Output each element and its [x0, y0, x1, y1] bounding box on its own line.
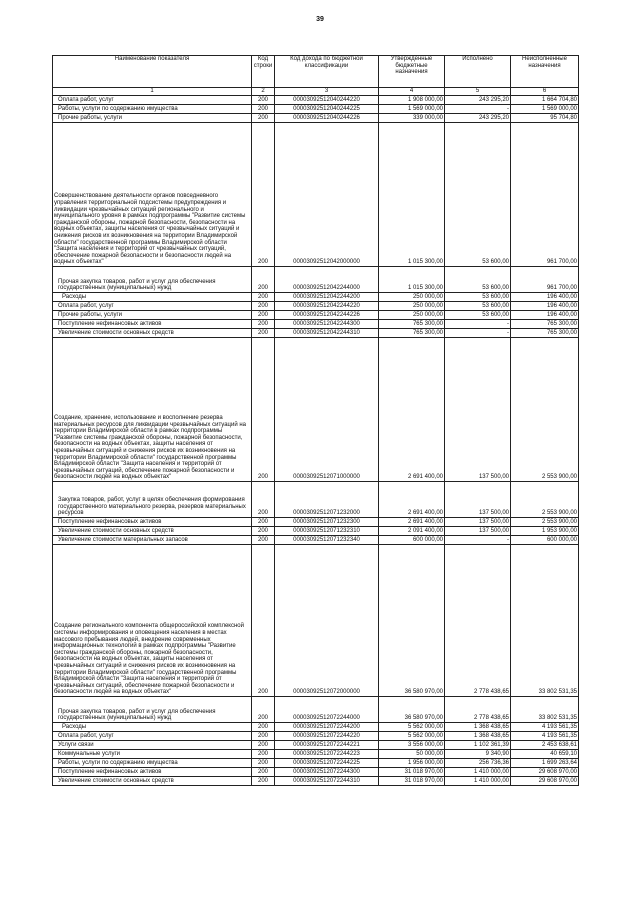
row-executed: -: [445, 105, 511, 114]
row-executed: 53 600,00: [445, 293, 511, 302]
row-name: Создание, хранение, использование и восполнение резерва материальных ресурсов для ликвидации чрезвычайных ситуаций на территории Владимирской области в рамках подпрограммы "Развитие системы гражданской обороны, пожарной безопасности, безопасности на водных объектах, защиты населения от чрезвычайных ситуаций и снижения рисков их возникновения на территории Владимирской области" государственной программы Владимирской области "Защита населения и территорий от чрезвычайных ситуаций, обеспечение пожарной безопасности и безопасности людей на водных объектах": [53, 338, 252, 482]
header-approved: Утвержденные бюджетные назначения: [379, 56, 445, 88]
row-income-code: 00003092512042244200: [275, 293, 379, 302]
row-line-code: 200: [252, 105, 275, 114]
row-name: Оплата работ, услуг: [53, 732, 252, 741]
row-income-code: 00003092512072244221: [275, 741, 379, 750]
row-name: Расходы: [53, 723, 252, 732]
header-indicator-name: Наименование показателя: [53, 56, 252, 88]
column-number: 5: [445, 88, 511, 96]
row-line-code: 200: [252, 723, 275, 732]
row-remaining: 33 802 531,35: [511, 697, 579, 723]
table-row: [53, 267, 579, 293]
row-executed: 53 600,00: [445, 267, 511, 293]
row-income-code: 00003092512071232300: [275, 518, 379, 527]
row-name: Поступление нефинансовых активов: [53, 768, 252, 777]
row-executed: 53 600,00: [445, 311, 511, 320]
table-row: [53, 545, 579, 697]
row-executed: 1 410 000,00: [445, 777, 511, 786]
row-approved: 5 562 000,00: [379, 732, 445, 741]
row-name: Поступление нефинансовых активов: [53, 518, 252, 527]
row-remaining: 4 193 561,35: [511, 732, 579, 741]
row-name: Прочая закупка товаров, работ и услуг для обеспечения государственных (муниципальных) нужд: [53, 267, 252, 293]
row-remaining: 33 802 531,35: [511, 545, 579, 697]
row-remaining: 961 700,00: [511, 123, 579, 267]
row-name: Создание регионального компонента общероссийской комплексной системы информирования и оповещения населения в местах массового пребывания людей, внедрение современных информационных технологий в рамках подпрограммы "Развитие системы гражданской обороны, пожарной безопасности, безопасности на водных объектах, защиты населения от чрезвычайных ситуаций и снижения рисков их возникновения на территории Владимирской области" государственной программы Владимирской области "Защита населения и территорий от чрезвычайных ситуаций, обеспечение пожарной безопасности и безопасности людей на водных объектах": [53, 545, 252, 697]
column-number-row: [53, 88, 579, 96]
row-income-code: 00003092512071000000: [275, 338, 379, 482]
row-remaining: 1 699 263,64: [511, 759, 579, 768]
row-name: Работы, услуги по содержанию имущества: [53, 105, 252, 114]
table-row: [53, 96, 579, 105]
row-remaining: 1 953 900,00: [511, 527, 579, 536]
row-line-code: 200: [252, 697, 275, 723]
row-line-code: 200: [252, 320, 275, 329]
row-remaining: 196 400,00: [511, 311, 579, 320]
row-executed: 137 500,00: [445, 338, 511, 482]
column-number: 3: [275, 88, 379, 96]
table-row: [53, 723, 579, 732]
table-row: [53, 759, 579, 768]
column-number: 6: [511, 88, 579, 96]
row-name: Оплата работ, услуг: [53, 96, 252, 105]
row-name: Увеличение стоимости материальных запасов: [53, 536, 252, 545]
row-approved: 1 908 000,00: [379, 96, 445, 105]
row-approved: 250 000,00: [379, 302, 445, 311]
row-approved: 1 015 300,00: [379, 123, 445, 267]
row-line-code: 200: [252, 518, 275, 527]
row-income-code: 00003092512071232340: [275, 536, 379, 545]
row-executed: -: [445, 329, 511, 338]
row-name: Оплата работ, услуг: [53, 302, 252, 311]
row-name: Расходы: [53, 293, 252, 302]
row-name: Увеличение стоимости основных средств: [53, 777, 252, 786]
column-number: 1: [53, 88, 252, 96]
row-approved: 36 580 970,00: [379, 697, 445, 723]
table-row: [53, 741, 579, 750]
row-name: Совершенствование деятельности органов повседневного управления территориальной подсистемы предупреждения и ликвидации чрезвычайных ситуаций регионального и муниципального уровня в рамках подпрограммы "Развитие системы гражданской обороны, пожарной безопасности, безопасности на водных объектах, защиты населения от чрезвычайных ситуаций и снижения рисков их возникновения на территории Владимирской области" государственной программы Владимирской области "Защита населения и территорий от чрезвычайных ситуаций, обеспечение пожарной безопасности и безопасности людей на водных объектах": [53, 123, 252, 267]
row-income-code: 00003092512072244000: [275, 697, 379, 723]
row-line-code: 200: [252, 293, 275, 302]
table-row: [53, 777, 579, 786]
row-approved: 36 580 970,00: [379, 545, 445, 697]
row-approved: 50 000,00: [379, 750, 445, 759]
row-name: Увеличение стоимости основных средств: [53, 527, 252, 536]
table-row: [53, 123, 579, 267]
table-row: [53, 114, 579, 123]
row-approved: 1 569 000,00: [379, 105, 445, 114]
row-name: Прочие работы, услуги: [53, 114, 252, 123]
table-row: [53, 302, 579, 311]
header-line-code: Код строки: [252, 56, 275, 88]
table-row: [53, 536, 579, 545]
row-name: Работы, услуги по содержанию имущества: [53, 759, 252, 768]
page-number: 39: [316, 16, 324, 23]
table-row: [53, 518, 579, 527]
row-remaining: 2 553 900,00: [511, 482, 579, 518]
row-name: Закупка товаров, работ, услуг в целях обеспечения формирования государственного материального резерва, резервов материальных ресурсов: [53, 482, 252, 518]
row-approved: 1 015 300,00: [379, 267, 445, 293]
row-income-code: 00003092512071232310: [275, 527, 379, 536]
row-executed: 53 600,00: [445, 302, 511, 311]
row-line-code: 200: [252, 768, 275, 777]
row-income-code: 00003092512040244226: [275, 114, 379, 123]
row-remaining: 40 659,10: [511, 750, 579, 759]
row-line-code: 200: [252, 527, 275, 536]
table-row: [53, 527, 579, 536]
header-income-code: Код дохода по бюджетной классификации: [275, 56, 379, 88]
row-approved: 2 691 400,00: [379, 482, 445, 518]
row-executed: 53 600,00: [445, 123, 511, 267]
row-remaining: 95 704,80: [511, 114, 579, 123]
row-remaining: 4 193 561,35: [511, 723, 579, 732]
row-line-code: 200: [252, 96, 275, 105]
row-approved: 31 018 970,00: [379, 777, 445, 786]
table-row: [53, 311, 579, 320]
row-line-code: 200: [252, 267, 275, 293]
column-number: 4: [379, 88, 445, 96]
table-row: [53, 329, 579, 338]
row-income-code: 00003092512042244226: [275, 311, 379, 320]
table-row: [53, 732, 579, 741]
row-income-code: 00003092512071232000: [275, 482, 379, 518]
row-approved: 2 691 400,00: [379, 338, 445, 482]
row-line-code: 200: [252, 329, 275, 338]
table-header-row: [53, 56, 579, 88]
row-executed: 137 500,00: [445, 482, 511, 518]
row-executed: 256 736,36: [445, 759, 511, 768]
row-remaining: 2 553 900,00: [511, 338, 579, 482]
table-row: [53, 697, 579, 723]
row-executed: 2 778 438,65: [445, 545, 511, 697]
row-name: Услуги связи: [53, 741, 252, 750]
row-line-code: 200: [252, 123, 275, 267]
row-executed: 1 102 361,39: [445, 741, 511, 750]
row-income-code: 00003092512072244223: [275, 750, 379, 759]
table-row: [53, 320, 579, 329]
row-income-code: 00003092512072244225: [275, 759, 379, 768]
row-remaining: 600 000,00: [511, 536, 579, 545]
row-name: Прочие работы, услуги: [53, 311, 252, 320]
row-income-code: 00003092512072244220: [275, 732, 379, 741]
row-approved: 250 000,00: [379, 311, 445, 320]
row-approved: 31 018 970,00: [379, 768, 445, 777]
table-row: [53, 768, 579, 777]
row-income-code: 00003092512040244220: [275, 96, 379, 105]
row-executed: 1 410 000,00: [445, 768, 511, 777]
row-remaining: 29 608 970,00: [511, 777, 579, 786]
row-income-code: 00003092512072244300: [275, 768, 379, 777]
row-approved: 2 691 400,00: [379, 518, 445, 527]
row-line-code: 200: [252, 750, 275, 759]
row-name: Коммунальные услуги: [53, 750, 252, 759]
row-remaining: 2 453 638,61: [511, 741, 579, 750]
row-approved: 3 556 000,00: [379, 741, 445, 750]
row-approved: 765 300,00: [379, 329, 445, 338]
row-remaining: 29 608 970,00: [511, 768, 579, 777]
header-remaining: Неисполненные назначения: [511, 56, 579, 88]
row-remaining: 1 664 704,80: [511, 96, 579, 105]
row-approved: 250 000,00: [379, 293, 445, 302]
row-approved: 5 562 000,00: [379, 723, 445, 732]
row-income-code: 00003092512042244000: [275, 267, 379, 293]
row-executed: 1 368 438,65: [445, 732, 511, 741]
table-row: [53, 338, 579, 482]
row-income-code: 00003092512042000000: [275, 123, 379, 267]
row-line-code: 200: [252, 338, 275, 482]
row-executed: -: [445, 536, 511, 545]
row-income-code: 00003092512042244310: [275, 329, 379, 338]
row-remaining: 2 553 900,00: [511, 518, 579, 527]
row-executed: 2 778 438,65: [445, 697, 511, 723]
row-remaining: 1 569 000,00: [511, 105, 579, 114]
row-remaining: 765 300,00: [511, 329, 579, 338]
row-remaining: 196 400,00: [511, 302, 579, 311]
table-row: [53, 750, 579, 759]
column-number: 2: [252, 88, 275, 96]
row-approved: 2 091 400,00: [379, 527, 445, 536]
row-executed: 137 500,00: [445, 518, 511, 527]
row-name: Поступление нефинансовых активов: [53, 320, 252, 329]
table-row: [53, 105, 579, 114]
row-income-code: 00003092512072000000: [275, 545, 379, 697]
row-income-code: 00003092512040244225: [275, 105, 379, 114]
row-income-code: 00003092512042244300: [275, 320, 379, 329]
row-line-code: 200: [252, 545, 275, 697]
row-line-code: 200: [252, 741, 275, 750]
row-line-code: 200: [252, 482, 275, 518]
table-body: [53, 96, 579, 786]
row-line-code: 200: [252, 759, 275, 768]
row-approved: 765 300,00: [379, 320, 445, 329]
row-line-code: 200: [252, 732, 275, 741]
header-executed: Исполнено: [445, 56, 511, 88]
row-line-code: 200: [252, 311, 275, 320]
row-executed: 243 295,20: [445, 96, 511, 105]
row-executed: 1 368 438,65: [445, 723, 511, 732]
row-approved: 1 956 000,00: [379, 759, 445, 768]
row-executed: 243 295,20: [445, 114, 511, 123]
row-name: Увеличение стоимости основных средств: [53, 329, 252, 338]
budget-execution-table: [52, 55, 579, 786]
row-income-code: 00003092512072244310: [275, 777, 379, 786]
row-remaining: 196 400,00: [511, 293, 579, 302]
row-remaining: 765 300,00: [511, 320, 579, 329]
row-line-code: 200: [252, 536, 275, 545]
row-income-code: 00003092512072244200: [275, 723, 379, 732]
table-row: [53, 293, 579, 302]
row-executed: 9 340,90: [445, 750, 511, 759]
table-row: [53, 482, 579, 518]
row-approved: 339 000,00: [379, 114, 445, 123]
row-line-code: 200: [252, 777, 275, 786]
row-executed: 137 500,00: [445, 527, 511, 536]
row-approved: 600 000,00: [379, 536, 445, 545]
row-executed: -: [445, 320, 511, 329]
row-line-code: 200: [252, 114, 275, 123]
row-remaining: 961 700,00: [511, 267, 579, 293]
row-line-code: 200: [252, 302, 275, 311]
row-income-code: 00003092512042244220: [275, 302, 379, 311]
row-name: Прочая закупка товаров, работ и услуг для обеспечения государственных (муниципальных) нужд: [53, 697, 252, 723]
